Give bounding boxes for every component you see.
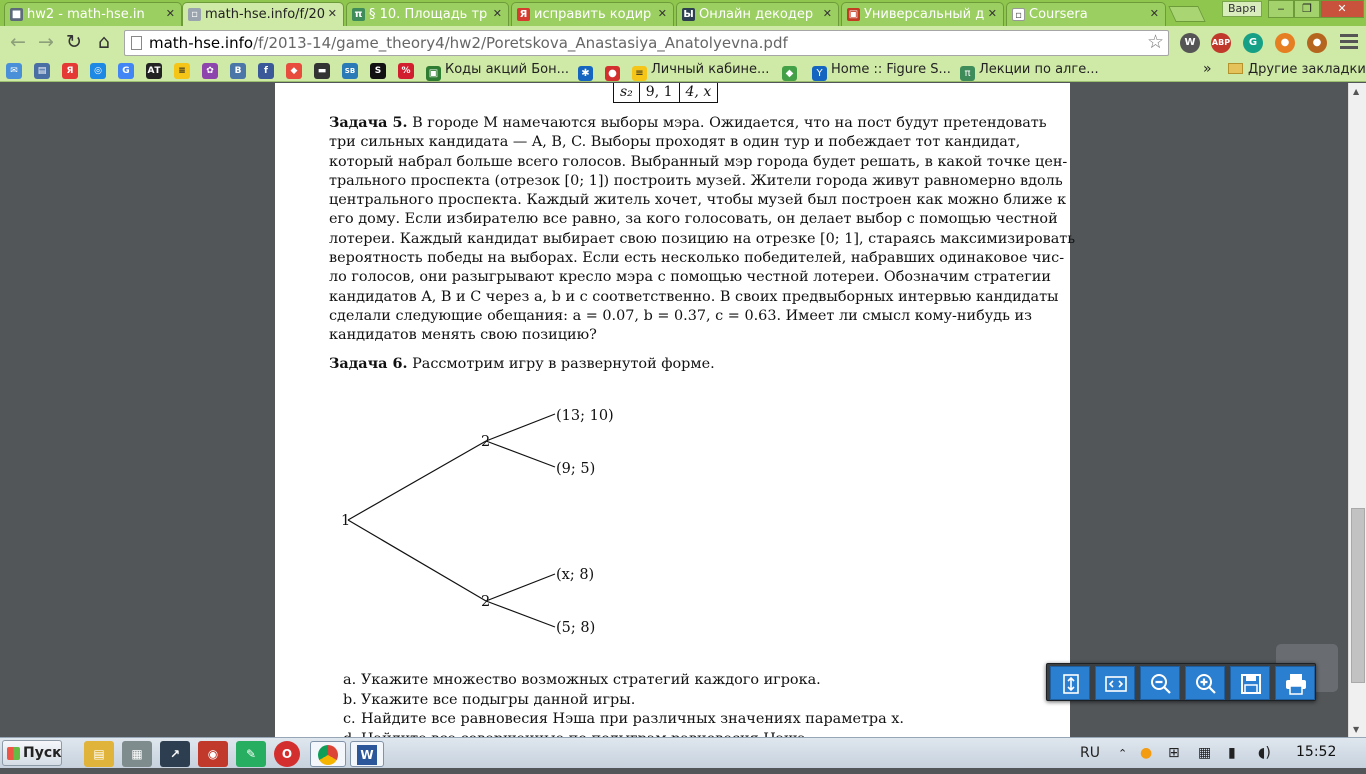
- calculator-icon[interactable]: ▦: [122, 741, 152, 767]
- tab-decoder[interactable]: [676, 2, 839, 26]
- butterfly-icon: ✱: [578, 66, 593, 81]
- tab-universal[interactable]: [841, 2, 1004, 26]
- bookmark-personal-account[interactable]: [632, 62, 769, 81]
- ring-icon[interactable]: ◎: [90, 63, 106, 79]
- bookmark-bonus-codes[interactable]: [426, 62, 569, 81]
- bookmark-butterfly[interactable]: [578, 62, 597, 81]
- tree-edge: [486, 441, 555, 467]
- tab-title: Онлайн декодер: [699, 7, 814, 22]
- reload-icon[interactable]: ↻: [66, 31, 82, 53]
- close-window-button[interactable]: ✕: [1320, 0, 1364, 18]
- universal-icon: ▣: [848, 9, 859, 20]
- avito-icon[interactable]: АТ: [146, 63, 162, 79]
- volume-icon[interactable]: ◖): [1258, 745, 1271, 761]
- maximize-button[interactable]: ❐: [1294, 0, 1320, 18]
- close-icon[interactable]: ✕: [492, 7, 502, 20]
- bookmark-label: Home :: Figure S...: [831, 62, 951, 77]
- other-bookmarks-label: Другие закладки: [1248, 62, 1366, 77]
- tab-area[interactable]: [346, 2, 509, 26]
- url-path: /f/2013-14/game_theory4/hw2/Poretskova_Anastasiya_Anatolyevna.pdf: [253, 34, 788, 52]
- zoom-out-button[interactable]: [1140, 666, 1180, 700]
- bookmarks-bar: [0, 60, 1366, 82]
- figure-icon: Y: [812, 66, 827, 81]
- map-pin-icon: ●: [605, 66, 620, 81]
- bookmark-label: Личный кабине...: [651, 62, 770, 77]
- close-icon[interactable]: ✕: [1149, 7, 1159, 20]
- tab-yandex[interactable]: [511, 2, 674, 26]
- task-5-line: ло голосов, они разыгрывают кресло мэра с помощью честной лотереи. Обозначим стратегии: [329, 269, 1051, 286]
- fit-width-icon: [1104, 672, 1128, 696]
- game-tree-diagram: [275, 83, 1076, 737]
- payoff-label: (x; 8): [556, 567, 595, 583]
- sberbank-icon[interactable]: SB: [342, 63, 358, 79]
- yandex-icon: Я: [517, 8, 530, 21]
- task-5-line: сделали следующие обещания: a = 0.07, b = 0.37, c = 0.63. Имеет ли смысл кому-нибудь из: [329, 307, 1032, 324]
- payoff-label: (9; 5): [556, 461, 596, 477]
- page-icon: ▫: [1012, 8, 1025, 21]
- tab-title: § 10. Площадь тр: [369, 7, 488, 22]
- list-item: [343, 710, 904, 730]
- mail-icon[interactable]: ✉: [6, 63, 22, 79]
- more-bookmarks-button[interactable]: »: [1203, 61, 1212, 77]
- language-indicator[interactable]: RU: [1080, 745, 1100, 761]
- tab-strip: [0, 0, 1366, 26]
- bookmark-leaf[interactable]: [782, 62, 801, 81]
- scroll-thumb[interactable]: [1351, 508, 1365, 683]
- payoff-label: (13; 10): [556, 408, 614, 424]
- task-6-text: Рассмотрим игру в развернутой форме.: [407, 356, 715, 372]
- word-icon: W: [357, 745, 377, 765]
- show-hidden-icons-icon[interactable]: ⌃: [1118, 747, 1128, 760]
- windows-logo-icon: [7, 747, 20, 760]
- upper-node-label: 2: [481, 434, 491, 450]
- google-icon[interactable]: G: [118, 63, 134, 79]
- zoom-in-icon: [1194, 672, 1218, 696]
- forward-icon[interactable]: →: [38, 31, 54, 53]
- item-text: Найдите все равновесия Нэша при различных значениях параметра x.: [361, 711, 904, 727]
- task-6-title: Задача 6.: [329, 355, 408, 372]
- fit-page-icon: [1059, 672, 1083, 696]
- tab-hw2[interactable]: [4, 2, 182, 26]
- new-tab-button[interactable]: [1168, 6, 1205, 22]
- chrome-icon: [318, 745, 338, 765]
- back-icon[interactable]: ←: [10, 31, 26, 53]
- tab-title: Coursera: [1029, 7, 1088, 22]
- tree-edge: [486, 414, 555, 441]
- save-icon: [1239, 672, 1263, 696]
- folder-icon: [1228, 63, 1243, 74]
- leaf-icon: ◆: [782, 66, 797, 81]
- page-icon: [131, 36, 142, 50]
- close-icon[interactable]: ✕: [657, 7, 667, 20]
- chrome-taskbar-button[interactable]: [310, 741, 346, 767]
- explorer-icon[interactable]: ▤: [84, 741, 114, 767]
- tab-title: Универсальный д: [864, 7, 985, 22]
- address-bar[interactable]: [124, 30, 1169, 56]
- close-icon[interactable]: ✕: [327, 7, 337, 20]
- task-5-line: его дому. Если избирателю все равно, за кого голосовать, он делает выбор с помощью честной: [329, 211, 1058, 228]
- print-button[interactable]: [1275, 666, 1315, 700]
- task-5-line: три сильных кандидата — A, B, C. Выборы проходят в один тур и побеждает тот кандидат,: [329, 134, 1021, 151]
- item-text: Укажите множество возможных стратегий каждого игрока.: [361, 672, 821, 688]
- root-node-label: 1: [341, 513, 351, 529]
- bookmark-map[interactable]: [605, 62, 624, 81]
- start-button[interactable]: [2, 740, 62, 766]
- browser-toolbar: [0, 26, 1366, 60]
- flower-icon[interactable]: ✿: [202, 63, 218, 79]
- vk-icon[interactable]: В: [230, 63, 246, 79]
- firefox-icon[interactable]: ●: [1275, 33, 1295, 53]
- tree-edge: [486, 601, 555, 627]
- facebook-icon[interactable]: f: [258, 63, 274, 79]
- promo-icon[interactable]: %: [398, 63, 414, 79]
- tree-edge: [486, 574, 555, 601]
- save-button[interactable]: [1230, 666, 1270, 700]
- pdf-viewer[interactable]: [0, 83, 1366, 737]
- task-5-title: Задача 5.: [329, 114, 408, 131]
- minimize-button[interactable]: ‒: [1268, 0, 1294, 18]
- beeline-icon: ≡: [632, 66, 647, 81]
- paint-icon[interactable]: ✎: [236, 741, 266, 767]
- cookie-icon[interactable]: ●: [1307, 33, 1327, 53]
- fit-page-button[interactable]: [1050, 666, 1090, 700]
- close-icon[interactable]: ✕: [822, 7, 832, 20]
- task-5-line: лотереи. Каждый кандидат выбирает свою позицию на отрезке [0; 1], стараясь максимизировать: [329, 230, 1076, 247]
- menu-icon[interactable]: [1340, 34, 1358, 52]
- pdf-page: [275, 83, 1076, 737]
- table-cell: s₂: [614, 83, 640, 102]
- yandex-icon[interactable]: Я: [62, 63, 78, 79]
- vertical-scrollbar[interactable]: [1348, 83, 1366, 737]
- windows-icon[interactable]: ⊞: [1168, 745, 1180, 761]
- home-icon[interactable]: ⌂: [97, 31, 111, 53]
- pdf-toolbar: [1046, 663, 1316, 701]
- task-5-line: вероятность победы на выборах. Если есть несколько победителей, набравших одинаковое чис-: [329, 250, 1065, 267]
- tab-pdf[interactable]: [182, 2, 344, 26]
- tree-edge: [348, 520, 486, 601]
- item-text: Укажите все подыгры данной игры.: [361, 691, 636, 708]
- wikipedia-icon[interactable]: W: [1180, 33, 1200, 53]
- shop-icon[interactable]: ▬: [314, 63, 330, 79]
- task-5-line: центрального проспекта. Каждый житель хочет, чтобы музей был построен как можно ближе к: [329, 192, 1067, 209]
- beeline-icon[interactable]: ≡: [174, 63, 190, 79]
- lower-node-label: 2: [481, 594, 491, 610]
- table-cell: 9, 1: [640, 83, 680, 102]
- chart-app-icon[interactable]: ↗: [160, 741, 190, 767]
- tree-edge: [348, 441, 486, 520]
- list-item: [343, 671, 904, 691]
- stack-icon[interactable]: S: [370, 63, 386, 79]
- grammarly-icon[interactable]: G: [1243, 33, 1263, 53]
- close-icon[interactable]: ✕: [165, 7, 175, 20]
- windows-taskbar: [0, 737, 1366, 768]
- scroll-down-icon[interactable]: ▼: [1353, 725, 1360, 734]
- clock[interactable]: 15:52: [1296, 744, 1337, 760]
- network-tray-icon[interactable]: ▦: [1198, 745, 1212, 761]
- avast-icon[interactable]: ●: [1140, 745, 1153, 761]
- task-5-line: трального проспекта (отрезок [0; 1]) построить музей. Жители города живут равномерно вдоль: [329, 172, 1063, 189]
- tab-title: math-hse.info/f/20: [205, 7, 326, 22]
- decoder-icon: Ы: [683, 9, 694, 20]
- pi-icon: π: [352, 8, 365, 21]
- adblock-plus-icon[interactable]: ABP: [1211, 33, 1231, 53]
- page-icon: ▫: [188, 8, 201, 21]
- pin-icon[interactable]: ◆: [286, 63, 302, 79]
- bookmark-algebra-lectures[interactable]: [960, 62, 1099, 81]
- start-label: Пуск: [23, 745, 62, 761]
- task-5-line: который набрал больше всего голосов. Выбранный мэр города будет решать, в какой точке цен-: [329, 153, 1068, 170]
- zoom-out-icon: [1149, 672, 1173, 696]
- bookmark-label: Лекции по алге...: [979, 62, 1099, 77]
- tab-title: hw2 - math-hse.in: [27, 7, 145, 22]
- bookmark-star-icon[interactable]: ☆: [1146, 31, 1164, 53]
- item-label: a.: [343, 672, 357, 688]
- task-5-line: В городе M намечаются выборы мэра. Ожидается, что на пост будут претендовать: [407, 115, 1047, 131]
- tab-coursera[interactable]: [1006, 2, 1166, 26]
- close-icon[interactable]: ✕: [987, 7, 997, 20]
- payoff-label: (5; 8): [556, 620, 596, 636]
- media-player-icon[interactable]: ◉: [198, 741, 228, 767]
- zoom-in-button[interactable]: [1185, 666, 1225, 700]
- folder-icon: ■: [11, 9, 22, 20]
- item-label: b.: [343, 691, 357, 708]
- print-icon: [1284, 672, 1308, 696]
- task-5-line: кандидатов A, B и C через a, b и c соответственно. В своих предвыборных интервью кандидаты: [329, 288, 1059, 305]
- tab-title: исправить кодир: [534, 7, 652, 22]
- fit-width-button[interactable]: [1095, 666, 1135, 700]
- profile-name[interactable]: Варя: [1222, 1, 1262, 17]
- scroll-up-icon[interactable]: ▲: [1353, 87, 1360, 96]
- list-item: [343, 691, 904, 711]
- url-host: math-hse.info: [149, 34, 254, 52]
- signal-icon[interactable]: ▮: [1228, 745, 1236, 761]
- item-label: c.: [343, 711, 356, 727]
- task-5-line: кандидатов менять свою позицию?: [329, 327, 597, 344]
- gift-icon: ▣: [426, 66, 441, 81]
- inbox-icon[interactable]: ▤: [34, 63, 50, 79]
- bookmark-figure[interactable]: [812, 62, 951, 81]
- opera-icon[interactable]: O: [274, 741, 300, 767]
- bookmark-label: Коды акций Бон...: [445, 62, 570, 77]
- pi-icon: π: [960, 66, 975, 81]
- word-taskbar-button[interactable]: [350, 741, 384, 767]
- table-cell: 4, x: [685, 84, 712, 100]
- other-bookmarks-folder[interactable]: [1228, 62, 1366, 77]
